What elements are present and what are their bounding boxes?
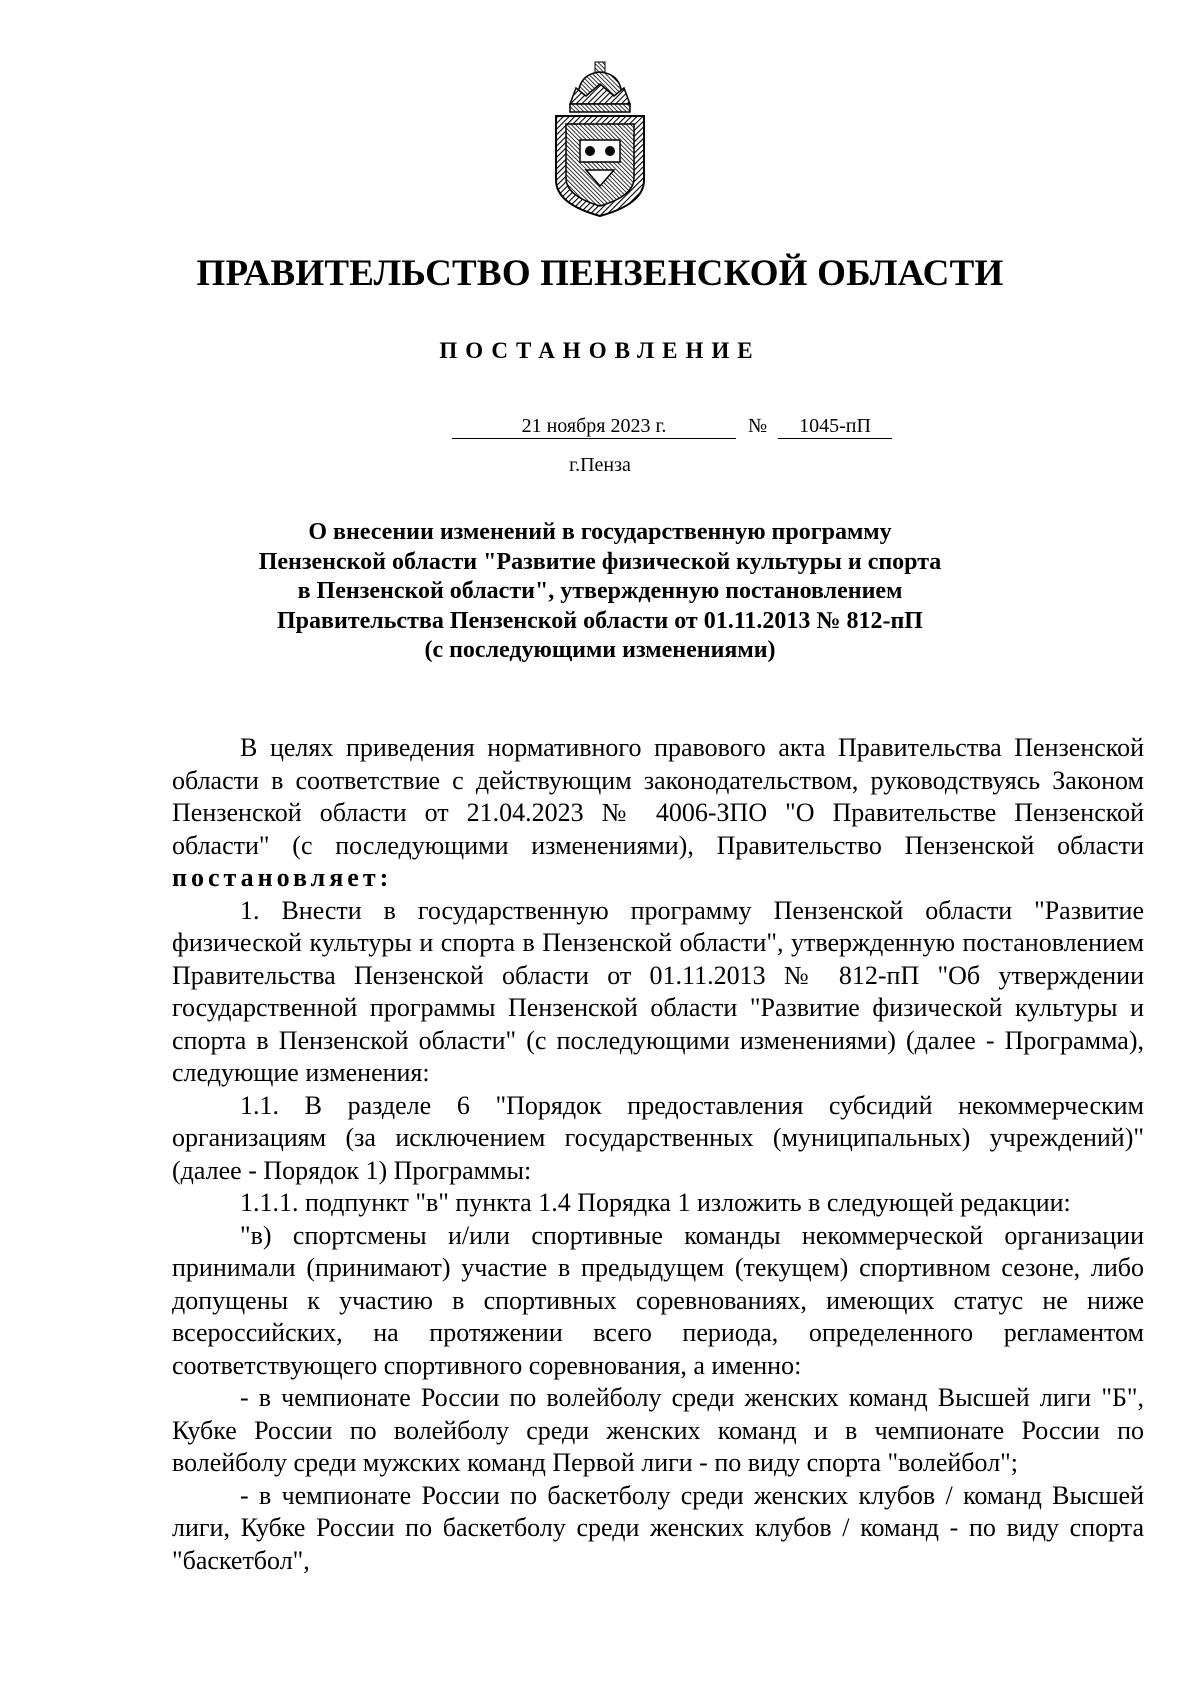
subject-line: (с последующими изменениями) [424, 637, 776, 663]
paragraph: "в) спортсмены и/или спортивные команды некоммерческой организации принимали (принимают) участие в предыдущем (текущем) спортивном сезоне, либо допущены к участию в спортивных соревнованиях, имеющих статус не ниже всероссийских, на протяжении всего периода, определенного регламентом соответствующего спортивного соревнования, а именно: [172, 1220, 1144, 1380]
document-body [172, 732, 1144, 1577]
document-subject [200, 518, 1000, 666]
resolution-keyword: постановляет: [172, 863, 393, 892]
paragraph: 1. Внести в государственную программу Пензенской области "Развитие физической культуры и спорта в Пензенской области", утвержденную постановлением Правительства Пензенской области от 01.11.2013 № 812-пП "Об утверждении государственной программы Пензенской области "Развитие физической культуры и спорта в Пензенской области" (с последующими изменениями) (далее - Программа), следующие изменения: [172, 895, 1144, 1087]
subject-line: в Пензенской области", утвержденную постановлением [297, 578, 903, 604]
document-type: ПОСТАНОВЛЕНИЕ [439, 338, 761, 363]
subject-line: Правительства Пензенской области от 01.11.2013 № 812-пП [277, 607, 923, 634]
paragraph-text: В целях приведения нормативного правового акта Правительства Пензенской области в соответствие с действующим законодательством, руководствуясь Законом Пензенской области от 21.04.2023 № 4006-ЗПО "О Правительстве Пензенской области" (с последующими изменениями), Правительство Пензенской области [172, 733, 1144, 860]
city: г.Пенза [569, 454, 631, 476]
document-number: 1045-пП [778, 414, 892, 439]
coat-of-arms-icon [540, 60, 660, 220]
paragraph [172, 732, 1144, 895]
government-title: ПРАВИТЕЛЬСТВО ПЕНЗЕНСКОЙ ОБЛАСТИ [196, 253, 1004, 294]
paragraph: - в чемпионате России по баскетболу среди женских клубов / команд Высшей лиги, Кубке России по баскетболу среди женских клубов / команд - по виду спорта "баскетбол", [172, 1480, 1144, 1575]
paragraph: 1.1. В разделе 6 "Порядок предоставления субсидий некоммерческим организациям (за исключением государственных (муниципальных) учреждений)" (далее - Порядок 1) Программы: [172, 1090, 1144, 1185]
paragraph: - в чемпионате России по волейболу среди женских команд Высшей лиги "Б", Кубке России по волейболу среди женских команд и в чемпионате России по волейболу среди мужских команд Первой лиги - по виду спорта "волейбол"; [172, 1383, 1144, 1477]
number-sign: № [748, 415, 768, 437]
paragraph: 1.1.1. подпункт "в" пункта 1.4 Порядка 1 изложить в следующей редакции: [240, 1188, 1071, 1217]
subject-line: Пензенской области "Развитие физической культуры и спорта [258, 548, 942, 575]
document-date: 21 ноября 2023 г. [452, 414, 736, 439]
subject-line: О внесении изменений в государственную программу [308, 519, 892, 545]
